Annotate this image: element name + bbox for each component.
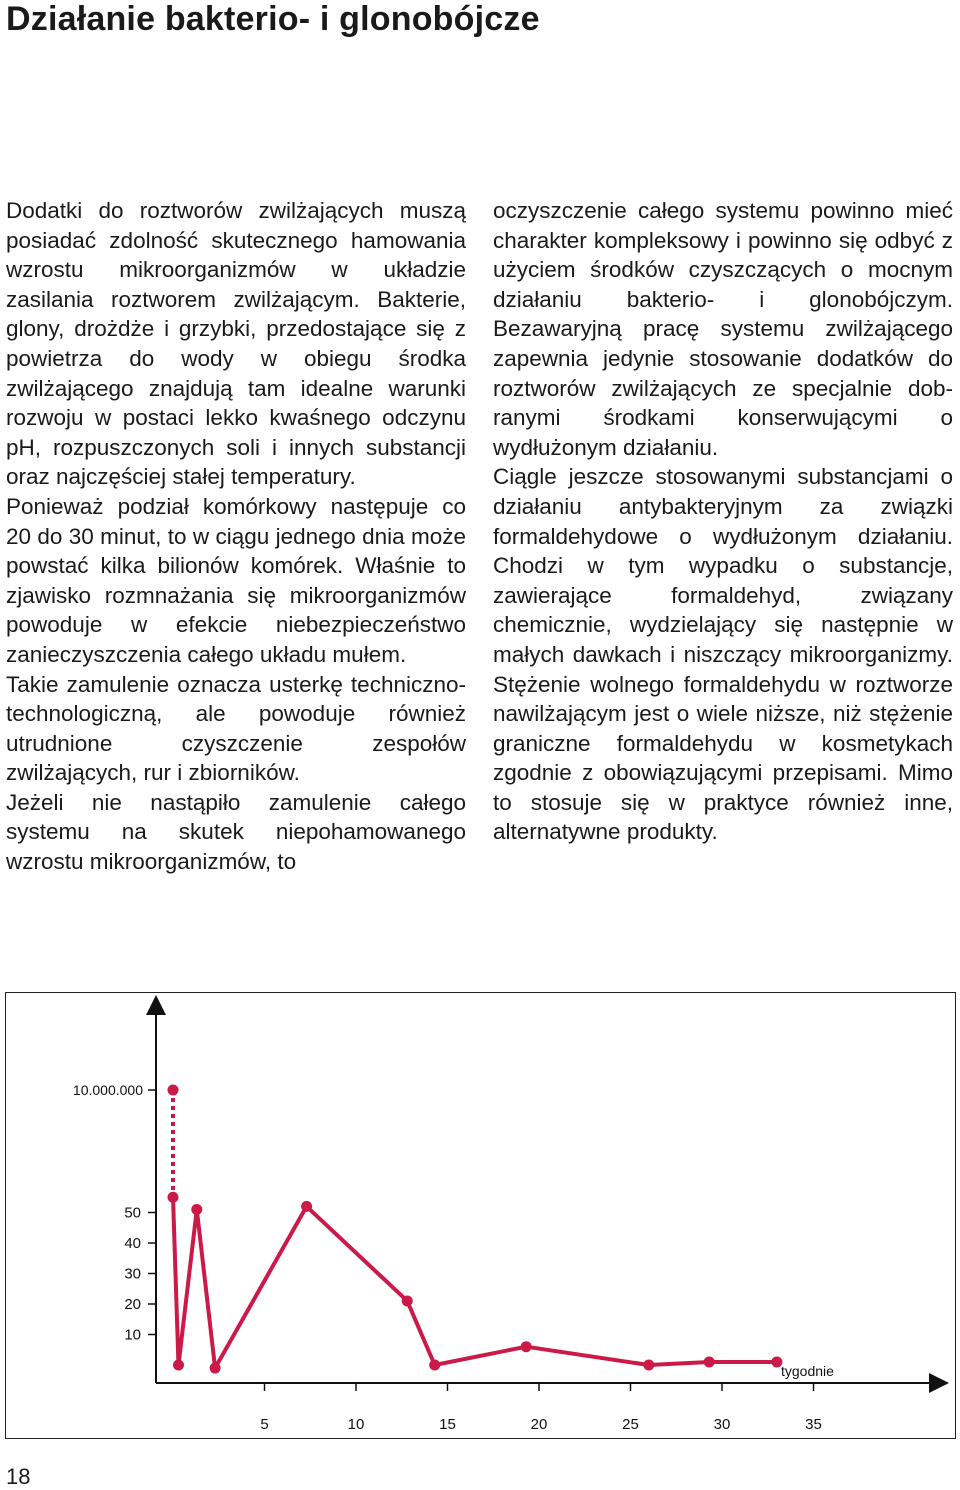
y-tick-label: 50 bbox=[124, 1204, 141, 1222]
data-point bbox=[301, 1201, 312, 1212]
x-tick-label: 25 bbox=[622, 1416, 639, 1433]
data-point-10-million bbox=[168, 1085, 179, 1096]
x-tick-label: 15 bbox=[439, 1416, 456, 1433]
series-layer bbox=[168, 1085, 783, 1374]
x-tick-label: 5 bbox=[260, 1416, 269, 1433]
y-tick-label: 10 bbox=[124, 1326, 141, 1344]
data-point bbox=[210, 1363, 221, 1374]
y-break-label: 10.000.000 bbox=[72, 1082, 143, 1098]
growth-chart-frame bbox=[5, 992, 956, 1439]
y-tick-label: 40 bbox=[124, 1235, 141, 1252]
paragraph: Takie zamulenie oznacza usterkę techniczno-technologiczną, ale powoduje również utrudnione czyszczenie zespołów zwilżających, rur i zbiorników. bbox=[6, 671, 466, 786]
series-line bbox=[173, 1197, 777, 1368]
paragraph: Ponieważ podział komórkowy następuje co 20 do 30 minut, to w ciągu jednego dnia może powstać kilka bilionów komórek. Właśnie to zjawisko rozmnażania się mikroorganizmów powoduje w efekcie niebezpieczeństwo zanieczyszczenia całego układu mułem. bbox=[6, 493, 466, 667]
y-ticks bbox=[124, 1205, 156, 1344]
data-point bbox=[771, 1356, 782, 1367]
data-point bbox=[429, 1360, 440, 1371]
y-tick-label: 20 bbox=[124, 1296, 141, 1313]
paragraph: Dodatki do roztworów zwilżających muszą posiadać zdolność skutecznego hamowania wzrostu mikroorganizmów w układzie zasilania roztworem zwilżającym. Bakterie, glony, drożdże i grzybki, przedostające się z powietrza do wody w obiegu środka zwilżającego znajdują tam idealne warunki rozwoju w postaci lekko kwaśnego odczynu pH, rozpuszczonych soli i innych substancji oraz najczęściej stałej temperatury. bbox=[6, 198, 466, 490]
x-tick-label: 30 bbox=[713, 1416, 731, 1433]
x-axis-unit-label: tygodnie bbox=[781, 1363, 834, 1379]
x-tick-label: 20 bbox=[530, 1416, 548, 1433]
growth-chart bbox=[6, 993, 955, 1438]
data-point bbox=[191, 1204, 202, 1215]
data-point bbox=[173, 1360, 184, 1371]
paragraph: Ciągle jeszcze stosowanymi substancjami o działaniu antybakteryjnym za związki formaldehydowe o wydłużonym działaniu. Chodzi w tym wypadku o substancje, zawierające formaldehyd, związany chemicznie, wydzielający się następnie w małych dawkach i niszczący mikroorganizmy. Stężenie wolnego formaldehydu w roztworze nawilżającym jest o wiele niższe, niż stężenie graniczne formaldehydu w kosmetykach zgodnie z obowiązującymi przepisami. Mimo to stosuje się w praktyce również inne, alternatywne produkty. bbox=[493, 464, 953, 845]
data-point bbox=[643, 1360, 654, 1371]
y-tick-label: 30 bbox=[124, 1265, 141, 1283]
x-tick-label: 35 bbox=[805, 1416, 822, 1433]
page-number: 18 bbox=[6, 1464, 31, 1489]
x-tick-label: 10 bbox=[347, 1416, 365, 1433]
left-text-column bbox=[6, 196, 466, 877]
paragraph: oczyszczenie całego systemu powinno mieć charakter kompleksowy i powinno się odbyć z użyciem środków czyszczących o mocnym działaniu bakterio- i glonobójczym. Bezawaryjną pracę systemu zwilżającego zapewnia jedynie stosowanie dodatków do roztworów zwilżających ze specjalnie dobranymi środkami konserwującymi o wydłużonym działaniu. bbox=[493, 198, 953, 460]
data-point bbox=[168, 1192, 179, 1203]
data-point bbox=[704, 1356, 715, 1367]
right-text-column bbox=[493, 196, 953, 847]
data-point bbox=[521, 1341, 532, 1352]
x-ticks bbox=[260, 1383, 822, 1433]
page-title: Działanie bakterio- i glonobójcze bbox=[6, 0, 540, 38]
data-point bbox=[402, 1295, 413, 1306]
paragraph: Jeżeli nie nastąpiło zamulenie całego systemu na skutek niepohamowanego wzrostu mikroorganizmów, to bbox=[6, 789, 466, 875]
